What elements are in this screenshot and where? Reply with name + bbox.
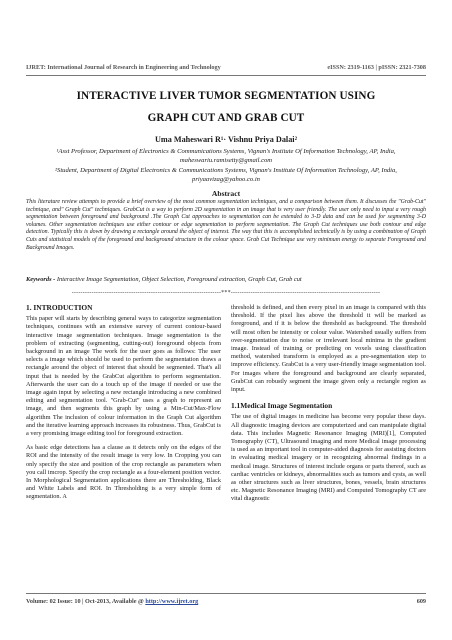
volume-info: Volume: 02 Issue: 10 | Oct-2013, Available @ (26, 598, 144, 605)
left-column (26, 304, 221, 508)
intro-paragraph-1: This paper will starts by describing general ways to categorize segmentation techniques, continues with an extensive survey of current contour-based interactive image segmentation techniques. Image segmentation is the problem of extracting (segmenting, cutting-out) foreground objects from background in an image The work for the user goes as follows: The user selects a image which should be used to perform the segmentation draws a rectangle around the object of interest that should be segmented. That's all input that is needed by the GrabCut algorithm to perform segmentation. Afterwards the user can do a touch up of the image if needed or use the image again input by selecting a new rectangle introducing a new combined editing and segmentation tool. "Grab-Cut" uses a graph to represent an image, and then segments this graph by using a Min-Cut/Max-Flow algorithm The inclusion of colour information in the Graph Cut algorithm and the iterative learning approach increases its robustness. Thus, GrabCut is a very promising image editing tool for foreground extraction. (26, 315, 221, 438)
abstract-heading: Abstract (211, 189, 241, 198)
affiliation-1: ¹Asst Professor, Department of Electronics & Communications Systems, Vignan's Institute Of Information Technology, AP, India, maheswariu.ramisetty@gmail.com (56, 148, 396, 164)
right-column (231, 304, 426, 510)
keywords-text: Interactive Image Segmentation, Object Selection, Foreground extraction, Graph Cut, Grab cut (56, 276, 302, 283)
medical-paragraph: The use of digital images in medicine has become very popular these days. All diagnostic imaging devices are computerized and can manipulate digital data. This includes Magnetic Resonance Imaging (MRI)[1], Computed Tomography (CT), Ultrasound imaging and more Medical image processing is used as an important tool in computer-aided diagnosis for assisting doctors in evaluating medical imagery or in recognizing abnormal findings in a medical image. Structures of interest include organs or parts thereof, such as cardiac ventricles or kidneys, abnormalities such as tumors and cysts, as well as other structures such as liver structures, bones, vessels, brain structures etc. Magnetic Resonance Imaging (MRI) and Computed Tomography CT are vital diagnostic (231, 413, 426, 503)
abstract-text: This literature review attempts to provide a brief overview of the most common segmentation techniques, and a comparison between them. It discusses the "Grab-Cut" technique, and" Graph Cut" techniques. GrabCut is a way to perform 2D segmentation in an image that is very user friendly. The user only need to input a very rough segmentation between foreground and background .The Graph Cut approaches to segmentation can be extended to 3-D data and can be used for segmenting 3-D volumes. Other segmentation techniques use either contour or edge segmentation to perform segmentation. The Graph Cut techniques use both contour and edge detection. Typically this is down by drawing a rectangle around the object of interest. The way that this is accomplished technically is by using a combination of Graph Cuts and statistical models of the foreground and background structure in the colour space. Grab Cut Technique use very minimum energy to separate Foreground and Background Images. (26, 199, 426, 251)
running-footer (26, 598, 426, 605)
paper-title-line-2: GRAPH CUT AND GRAB CUT (147, 112, 305, 124)
keywords-line (26, 276, 426, 283)
medical-segmentation-heading: 1.1Medical Image Segmentation (231, 401, 333, 411)
issn-info: eISSN: 2319-1163 | pISSN: 2321-7308 (327, 64, 426, 71)
section-separator: --------------------------------------------------------------------***-------------------------------------------------------------------- (71, 290, 381, 296)
footer-rule (26, 593, 426, 594)
footer-volume (26, 598, 198, 605)
journal-link[interactable]: http://www.ijret.org (145, 598, 199, 605)
introduction-heading: 1. INTRODUCTION (26, 303, 93, 312)
journal-name: IJRET: International Journal of Research in Engineering and Technology (26, 64, 221, 71)
running-header (26, 64, 426, 71)
threshold-paragraph: threshold is defined, and then every pixel in an image is compared with this threshold. If the pixel lies above the threshold it will be marked as foreground, and if it is below the threshold as background. The threshold will most often be intensity or colour value. Watershed usually suffers from over-segmentation due to noise or irrelevant local minima in the gradient image. Instead of training or predicting on voxels using classification method, watershed transform is employed as a pre-segmentation step to improve efficiency. GrabCut is a very user-friendly image segmentation tool. For images where the foreground and background are clearly separated, GrabCut can robustly segment the image given only a rectangle region as input. (231, 304, 426, 394)
author-list: Uma Maheswari R¹· Vishnu Priya Dalai² (154, 135, 298, 144)
header-rule (26, 75, 426, 76)
page-number: 609 (416, 598, 426, 605)
affiliation-2: ²Student, Department of Digital Electronics & Communications Systems, Vignan's Institute Of Information Technology, AP, India, priyaavizag@yahoo.co.in (55, 167, 397, 183)
paper-title-line-1: INTERACTIVE LIVER TUMOR SEGMENTATION USING (76, 90, 376, 102)
intro-paragraph-2: As basic edge detections has a clause as it detects only on the edges of the ROI and the intensity of the result image is very low. In Cropping you can only specify the size and position of the crop rectangle as parameters when you call imcrop. Specify the crop rectangle as a four-element position vector. In Morphological Segmentation applications there are Thresholding, Black and White Labels and ROI. In Thresholding is a very simple form of segmentation. A (26, 444, 221, 501)
keywords-label: Keywords - (26, 276, 56, 283)
